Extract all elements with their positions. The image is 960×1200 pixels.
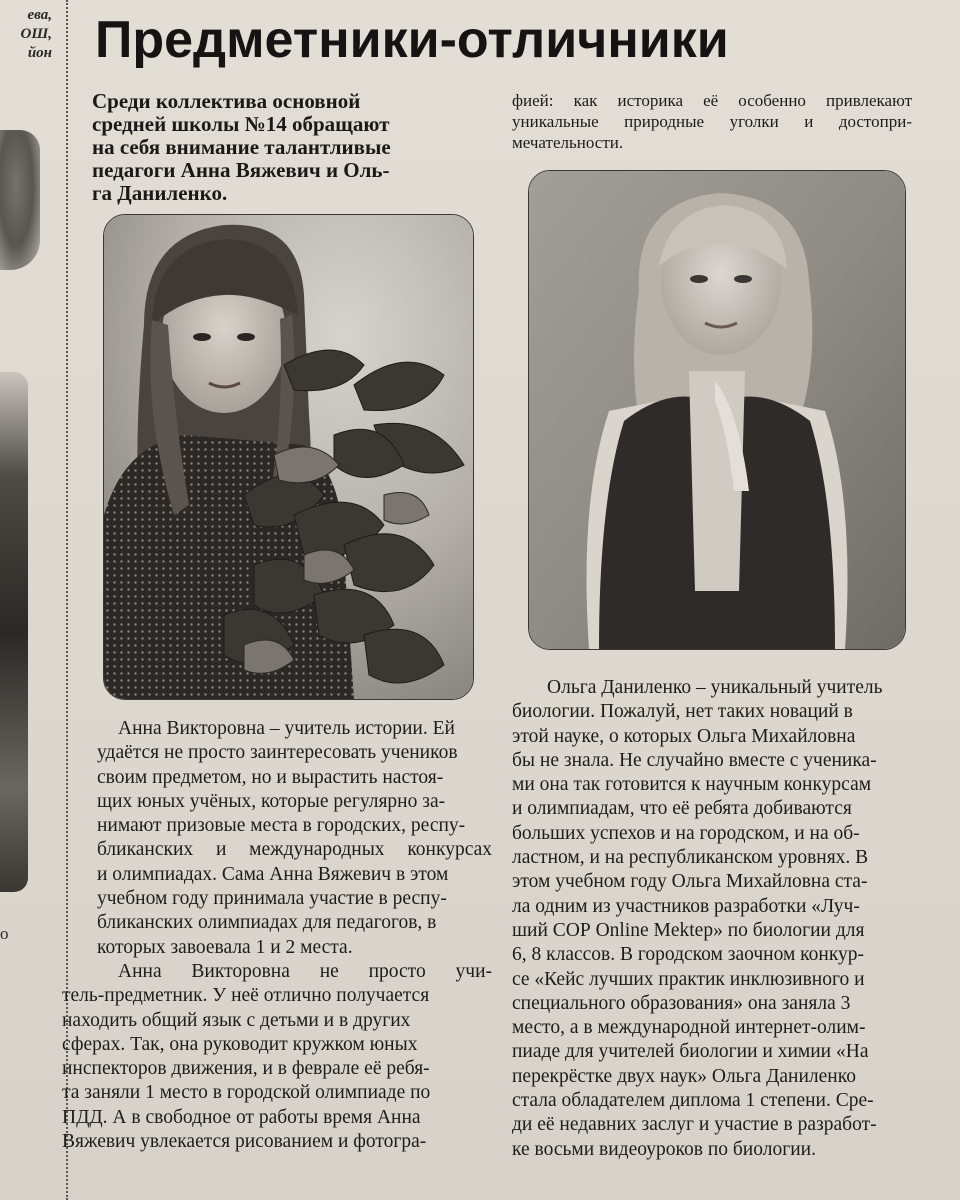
paragraph-line: Ольга Даниленко – уникальный учитель: [547, 677, 883, 698]
paragraph-line: больших успехов и на городском, и на об-: [512, 822, 860, 844]
neighbour-text-fragment: о: [0, 924, 9, 943]
paragraph-line: тель-предметник. У неё отлично получается: [62, 985, 430, 1007]
lead-line: педагоги Анна Вяжевич и Оль-: [92, 158, 390, 182]
paragraph-line: Анна Викторовна – учитель истории. Ей: [118, 718, 455, 739]
lead-line: на себя внимание талантливые: [92, 135, 391, 159]
paragraph-line: мечательности.: [512, 133, 624, 152]
paragraph-line: учебном году принимала участие в респу-: [97, 888, 447, 910]
paragraph-line: та заняли 1 место в городской олимпиаде по: [62, 1082, 431, 1104]
paragraph-line: се «Кейс лучших практик инклюзивного и: [512, 968, 865, 990]
paragraph-line: специального образования» она заняла 3: [512, 992, 851, 1014]
neighbour-text-line: ОШ,: [20, 26, 52, 42]
neighbour-text-line: ева,: [27, 7, 52, 23]
paragraph-line: ми она так готовится к научным конкурсам: [512, 774, 872, 796]
neighbour-column-fragment: [0, 0, 62, 1200]
paragraph-line: уникальные природные уголки и достопри-: [512, 112, 912, 131]
paragraph-line: Анна Викторовна не просто учи-: [118, 960, 492, 982]
paragraph-line: фией: как историка её особенно привлекают: [512, 91, 912, 110]
paragraph-line: и олимпиадах. Сама Анна Вяжевич в этом: [97, 863, 449, 885]
paragraph-line: этом учебном году Ольга Михайловна ста-: [512, 871, 868, 893]
paragraph-line: щих юных учёных, которые регулярно за-: [97, 790, 446, 812]
article-column-right: [512, 676, 916, 1162]
article-headline: Предметники-отличники: [95, 11, 729, 69]
paragraph-line: находить общий язык с детьми и в других: [62, 1009, 411, 1031]
neighbour-column-text: [21, 6, 52, 63]
paragraph-line: ке восьми видеоуроков по биологии.: [512, 1138, 816, 1160]
paragraph-line: ди её недавних заслуг и участие в разработ-: [512, 1114, 877, 1136]
paragraph-line: бликанских олимпиадах для педагогов, в: [97, 912, 437, 934]
paragraph-line: инспекторов движения, и в феврале её ребя-: [62, 1058, 430, 1080]
paragraph-line: стала обладателем диплома 1 степени. Сре-: [512, 1090, 874, 1112]
article-column-left: [62, 717, 492, 1154]
paragraph-line: бликанских и международных конкурсах: [97, 839, 492, 861]
paragraph-line: место, а в международной интернет-олим-: [512, 1017, 866, 1039]
neighbour-text-line: йон: [27, 45, 52, 61]
paragraph-line: нимают призовые места в городских, респу-: [97, 815, 466, 837]
paragraph-line: своим предметом, но и вырастить настоя-: [97, 766, 444, 788]
paragraph-line: бы не знала. Не случайно вместе с ученика-: [512, 749, 877, 771]
photo-olga-illustration: [529, 171, 905, 649]
paragraph-line: перекрёстке двух наук» Ольга Даниленко: [512, 1065, 856, 1087]
photo-anna-illustration: [104, 215, 473, 699]
neighbour-photo-fragment-top: [0, 130, 40, 270]
paragraph-line: ший СОР Online Mektep» по биологии для: [512, 919, 865, 941]
teacher-photo-anna: [103, 214, 474, 700]
paragraph-line: ластном, и на республиканском уровнях. В: [512, 847, 869, 869]
article-column-right-top: [512, 90, 912, 153]
teacher-photo-olga: [528, 170, 906, 650]
paragraph-line: 6, 8 классов. В городском заочном конкур-: [512, 944, 865, 966]
paragraph-line: сферах. Так, она руководит кружком юных: [62, 1033, 418, 1055]
lead-line: Среди коллектива основной: [92, 89, 361, 113]
article-lead: [92, 90, 472, 205]
neighbour-photo-fragment: [0, 372, 28, 892]
lead-line: га Даниленко.: [92, 181, 228, 205]
paragraph-line: этой науке, о которых Ольга Михайловна: [512, 725, 856, 747]
paragraph-line: ПДД. А в свободное от работы время Анна: [62, 1106, 421, 1128]
paragraph-line: пиаде для учителей биологии и химии «На: [512, 1041, 869, 1063]
paragraph-line: биологии. Пожалуй, нет таких новаций в: [512, 701, 853, 723]
paragraph-line: удаётся не просто заинтересовать учеников: [97, 742, 458, 764]
paragraph-line: Вяжевич увлекается рисованием и фотогра-: [62, 1131, 427, 1153]
paragraph-line: и олимпиадам, что её ребята добиваются: [512, 798, 852, 820]
paragraph-line: которых завоевала 1 и 2 места.: [97, 936, 353, 958]
lead-line: средней школы №14 обращают: [92, 112, 390, 136]
paragraph-line: ла одним из участников разработки «Луч-: [512, 895, 860, 917]
